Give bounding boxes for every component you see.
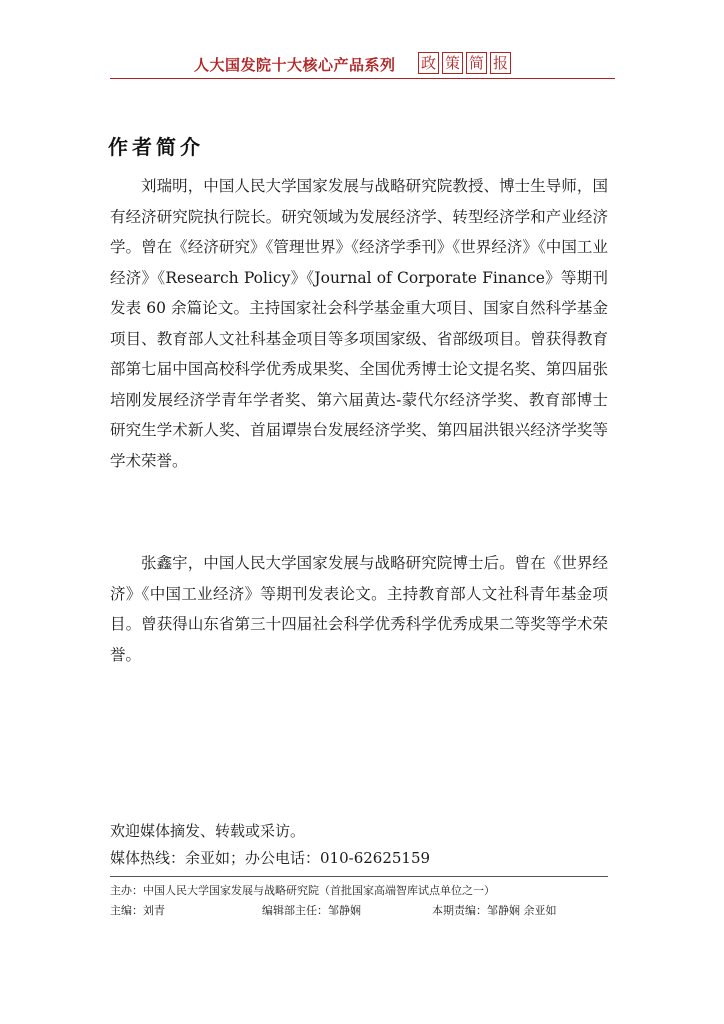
footer-chief-editor: 主编：刘青	[110, 904, 165, 917]
footer-sponsor: 主办：中国人民大学国家发展与战略研究院（首批国家高端智库试点单位之一）	[110, 884, 495, 897]
series-title: 人大国发院十大核心产品系列	[194, 56, 396, 74]
author-bio-liu-ruiming: 刘瑞明，中国人民大学国家发展与战略研究院教授、博士生导师，国有经济研究院执行院长。研究领域为发展经济学、转型经济学和产业经济学。曾在《经济研究》《管理世界》《经济学季刊》《世界经济》《中国工业经济》《Research Policy》《Journal of Corporate Finance》等期刊发表 60 余篇论文。主持国家社会科学基金重大项目、国家自然科学基金项目、教育部人文社科基金项目等多项国家级、省部级项目。曾获得教育部第七届中国高校科学优秀成果奖、全国优秀博士论文提名奖、第四届张培刚发展经济学青年学者奖、第六届黄达-蒙代尔经济学奖、教育部博士研究生学术新人奖、首届谭崇台发展经济学奖、第四届洪银兴经济学奖等学术荣誉。	[110, 177, 608, 470]
badge-char: 策	[442, 52, 463, 74]
author-bio-zhang-xinyu: 张鑫宇，中国人民大学国家发展与战略研究院博士后。曾在《世界经济》《中国工业经济》等期刊发表论文。主持教育部人文社科青年基金项目。曾获得山东省第三十四届社会科学优秀科学优秀成果二等奖等学术荣誉。	[110, 554, 608, 664]
footer-dept-head: 编辑部主任：邹静娴	[262, 904, 361, 917]
section-title: 作者简介	[108, 135, 204, 159]
media-hotline: 媒体热线：余亚如；办公电话：010-62625159	[110, 849, 431, 867]
badge-char: 报	[490, 52, 511, 74]
media-invite: 欢迎媒体摘发、转载或采访。	[110, 822, 306, 840]
footer-responsible-editor: 本期责编：邹静娴 余亚如	[432, 904, 557, 917]
footer-divider	[110, 876, 608, 877]
badge-char: 政	[418, 52, 439, 74]
page-header	[110, 50, 615, 79]
badge-char: 简	[466, 52, 487, 74]
policy-brief-badge	[418, 52, 511, 74]
